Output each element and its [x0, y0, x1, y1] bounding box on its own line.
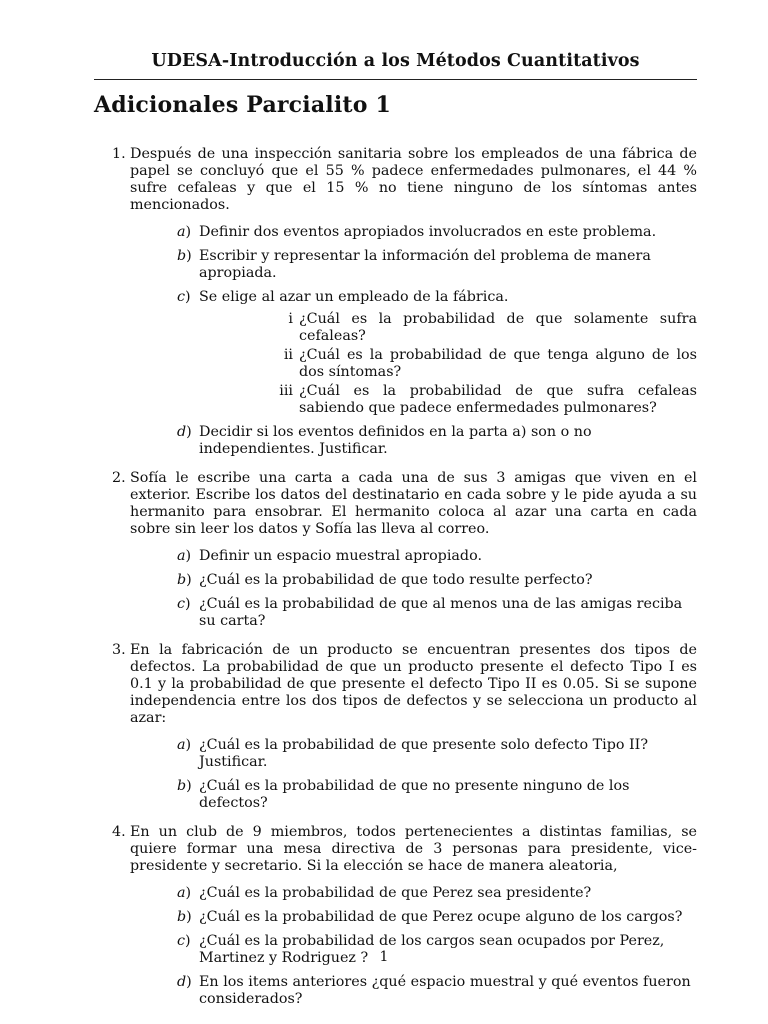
part-paren: ) — [185, 737, 192, 753]
part-paren: ) — [186, 778, 192, 794]
subpart-text: ¿Cuál es la probabilidad de que tenga alguno de los dos síntomas? — [299, 347, 697, 380]
part-label: a — [177, 548, 186, 564]
part-text: ¿Cuál es la probabilidad de que presente solo defecto Tipo II? Justificar. — [199, 737, 648, 770]
problem-statement: Después de una inspección sanitaria sobre los empleados de una fábrica de papel se concluyó que el 55 % padece enfermedades pulmonares, el 44 % sufre cefaleas y que el 15 % no tiene ninguno de los síntomas antes mencionados. — [130, 146, 697, 213]
problem-part — [130, 572, 697, 589]
part-paren: ) — [185, 289, 191, 305]
part-label: b — [177, 248, 187, 264]
part-text: ¿Cuál es la probabilidad de que todo resulte perfecto? — [199, 572, 593, 588]
part-marker — [177, 289, 191, 306]
part-label: b — [177, 778, 187, 794]
part-text: Definir dos eventos apropiados involucrados en este problema. — [199, 224, 657, 240]
problem-part — [130, 248, 697, 282]
part-text: En los items anteriores ¿qué espacio muestral y qué eventos fueron considerados? — [199, 974, 691, 1007]
part-paren: ) — [186, 248, 192, 264]
problem-statement: Sofía le escribe una carta a cada una de sus 3 amigas que viven en el exterior. Escribe los datos del destinatario en cada sobre y le pide ayuda a su hermanito para ensobrar. El hermanito coloca al azar una carta en cada sobre sin leer los datos y Sofía las lleva al correo. — [130, 470, 697, 537]
part-marker — [177, 224, 191, 241]
subpart-label: iii — [279, 383, 293, 399]
part-marker — [177, 596, 191, 613]
page-title: Adicionales Parcialito 1 — [94, 92, 392, 118]
part-paren: ) — [185, 224, 192, 240]
part-text: ¿Cuál es la probabilidad de que no presente ninguno de los defectos? — [199, 778, 630, 811]
part-marker — [177, 548, 191, 565]
subpart-text: ¿Cuál es la probabilidad de que sufra cefaleas sabiendo que padece enfermedades pulmonares? — [299, 383, 697, 416]
part-label: b — [177, 572, 187, 588]
part-marker — [177, 778, 192, 795]
part-paren: ) — [185, 596, 191, 612]
problem-part — [130, 424, 697, 458]
problem-item — [94, 470, 697, 630]
problem-parts — [130, 224, 697, 458]
problem-part — [130, 596, 697, 630]
part-marker — [177, 933, 191, 950]
part-marker — [177, 974, 192, 991]
part-marker — [177, 424, 192, 441]
part-paren: ) — [186, 572, 192, 588]
problem-list — [94, 146, 697, 1020]
part-text: ¿Cuál es la probabilidad de que Perez ocupe alguno de los cargos? — [199, 909, 683, 925]
part-label: c — [177, 289, 186, 305]
header-divider — [94, 79, 697, 80]
running-header: UDESA-Introducción a los Métodos Cuantitativos — [151, 51, 640, 71]
problem-statement: En un club de 9 miembros, todos pertenecientes a distintas familias, se quiere formar una mesa directiva de 3 personas para presidente, vice-presidente y secretario. Si la elección se hace de manera aleatoria, — [130, 824, 697, 874]
part-text: ¿Cuál es la probabilidad de que al menos una de las amigas reciba su carta? — [199, 596, 683, 629]
problem-number: 2. — [112, 470, 126, 486]
part-text: Se elige al azar un empleado de la fábrica. — [199, 289, 509, 305]
subpart-item — [199, 311, 697, 345]
problem-number: 3. — [112, 642, 126, 658]
subpart-item — [199, 383, 697, 417]
part-label: d — [177, 974, 187, 990]
problem-statement: En la fabricación de un producto se encuentran presentes dos tipos de defectos. La probabilidad de que un producto presente el defecto Tipo I es 0.1 y la probabilidad de que presente el defecto Tipo II es 0.05. Si se supone independencia entre los dos tipos de defectos y se selecciona un producto al azar: — [130, 642, 697, 726]
part-marker — [177, 885, 191, 902]
part-label: d — [177, 424, 187, 440]
part-marker — [177, 909, 192, 926]
part-text: Escribir y representar la información del problema de manera apropiada. — [199, 248, 651, 281]
part-label: a — [177, 224, 186, 240]
part-label: b — [177, 909, 187, 925]
problem-item — [94, 642, 697, 812]
problem-part — [130, 224, 697, 241]
part-label: c — [177, 933, 186, 949]
problem-item — [94, 824, 697, 1008]
part-label: a — [177, 885, 186, 901]
part-text: ¿Cuál es la probabilidad de los cargos sean ocupados por Perez, Martinez y Rodriguez ? — [199, 933, 665, 966]
subpart-label: ii — [283, 347, 293, 363]
problem-parts — [130, 548, 697, 630]
problem-item — [94, 146, 697, 458]
problem-part — [130, 909, 697, 926]
part-paren: ) — [186, 424, 192, 440]
page-number: 1 — [379, 949, 389, 965]
part-label: c — [177, 596, 186, 612]
part-paren: ) — [185, 548, 192, 564]
part-paren: ) — [186, 909, 192, 925]
problem-number: 1. — [112, 146, 126, 162]
part-text: ¿Cuál es la probabilidad de que Perez sea presidente? — [199, 885, 592, 901]
subpart-list — [199, 311, 697, 417]
part-marker — [177, 248, 192, 265]
subpart-text: ¿Cuál es la probabilidad de que solamente sufra cefaleas? — [299, 311, 697, 344]
problem-part — [130, 737, 697, 771]
part-label: a — [177, 737, 186, 753]
part-text: Decidir si los eventos definidos en la parta a) son o no independientes. Justificar. — [199, 424, 592, 457]
part-marker — [177, 737, 191, 754]
problem-parts — [130, 737, 697, 812]
problem-part — [130, 974, 697, 1008]
part-paren: ) — [186, 974, 192, 990]
part-paren: ) — [185, 885, 192, 901]
problem-part — [130, 885, 697, 902]
subpart-item — [199, 347, 697, 381]
problem-parts — [130, 885, 697, 1008]
part-paren: ) — [185, 933, 191, 949]
part-text: Definir un espacio muestral apropiado. — [199, 548, 482, 564]
problem-part — [130, 548, 697, 565]
part-marker — [177, 572, 192, 589]
subpart-label: i — [288, 311, 293, 327]
problem-part — [130, 778, 697, 812]
problem-number: 4. — [112, 824, 126, 840]
problem-part — [130, 289, 697, 417]
